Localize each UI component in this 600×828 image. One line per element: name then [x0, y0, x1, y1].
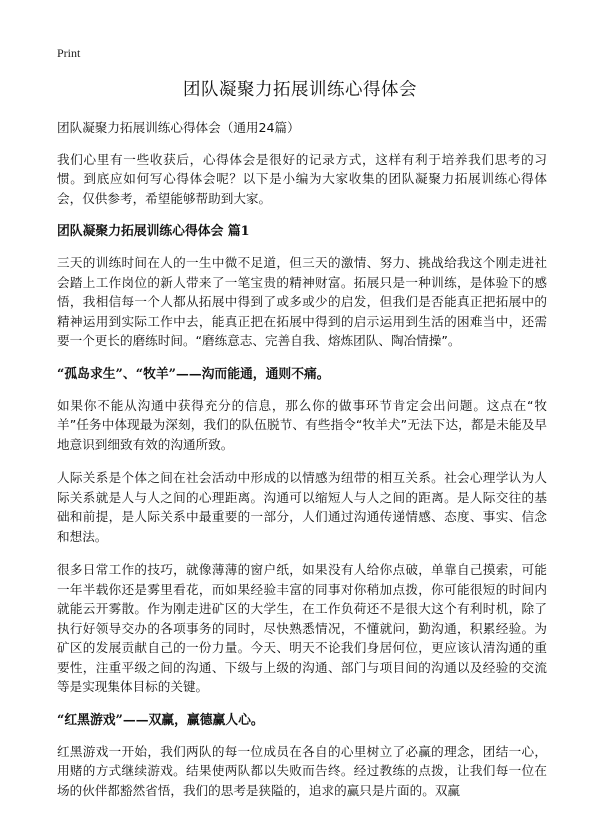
- article-subtitle: 团队凝聚力拓展训练心得体会（通用24篇）: [57, 120, 300, 135]
- paragraph-3: 人际关系是个体之间在社会活动中形成的以情感为纽带的相互关系。社会心理学认为人际关系就是人与人之间的心理距离。沟通可以缩短人与人之间的距离。是人际交往的基础和前提，是人际关系中最重要的一部分，人们通过沟通传递情感、态度、事实、信念和想法。: [57, 470, 547, 544]
- section-heading-3: “红黑游戏”——双赢，赢德赢人心。: [57, 712, 264, 728]
- paragraph-4: 很多日常工作的技巧，就像薄薄的窗户纸，如果没有人给你点破，单靠自己摸索，可能一年半载你还是雾里看花，而如果经验丰富的同事对你稍加点拨，你可能很短的时间内就能云开雾散。作为刚走进矿区的大学生，在工作负荷还不是很大这个有利时机，除了执行好领导交办的各项事务的同时，尽快熟悉情况，不懂就问，勤沟通，积累经验。为矿区的发展贡献自己的一份力量。今天、明天不论我们身居何位，更应该认清沟通的重要性，注重平级之间的沟通、下级与上级的沟通、部门与项目间的沟通以及经验的交流等是实现集体目标的关键。: [57, 562, 547, 694]
- paragraph-1: 三天的训练时间在人的一生中微不足道，但三天的激情、努力、挑战给我这个刚走进社会踏上工作岗位的新人带来了一笔宝贵的精神财富。拓展只是一种训练，是体验下的感悟，我相信每一个人都从拓展中得到了或多或少的启发，但我们是否能真正把拓展中的精神运用到实际工作中去，能真正把在拓展中得到的启示运用到生活的困难当中，还需要一个更长的磨练时间。“磨练意志、完善自我、熔炼团队、陶冶情操”。: [57, 255, 547, 348]
- paragraph-5: 红黑游戏一开始，我们两队的每一位成员在各自的心里树立了必赢的理念，团结一心，用赌的方式继续游戏。结果使两队都以失败而告终。经过教练的点拨，让我们每一位在场的伙伴都豁然省悟，我们的思考是狭隘的，追求的赢只是片面的。双赢: [57, 743, 547, 798]
- print-link[interactable]: Print: [57, 46, 81, 60]
- article-body: [57, 118, 547, 800]
- section-heading-1: 团队凝聚力拓展训练心得体会 篇1: [57, 224, 250, 239]
- section-heading-2: “孤岛求生”、“牧羊”——沟而能通，通则不痛。: [57, 366, 330, 382]
- intro-paragraph: 我们心里有一些收获后，心得体会是很好的记录方式，这样有利于培养我们思考的习惯。到底应如何写心得体会呢？以下是小编为大家收集的团队凝聚力拓展训练心得体会，仅供参考，希望能够帮助到大家。: [57, 151, 547, 206]
- page-title: 团队凝聚力拓展训练心得体会: [183, 80, 417, 100]
- paragraph-2: 如果你不能从沟通中获得充分的信息，那么你的做事环节肯定会出问题。这点在“牧羊”任务中体现最为深刻，我们的队伍脱节、有些指令“牧羊犬”无法下达，都是未能及早地意识到细致有效的沟通所致。: [57, 397, 547, 452]
